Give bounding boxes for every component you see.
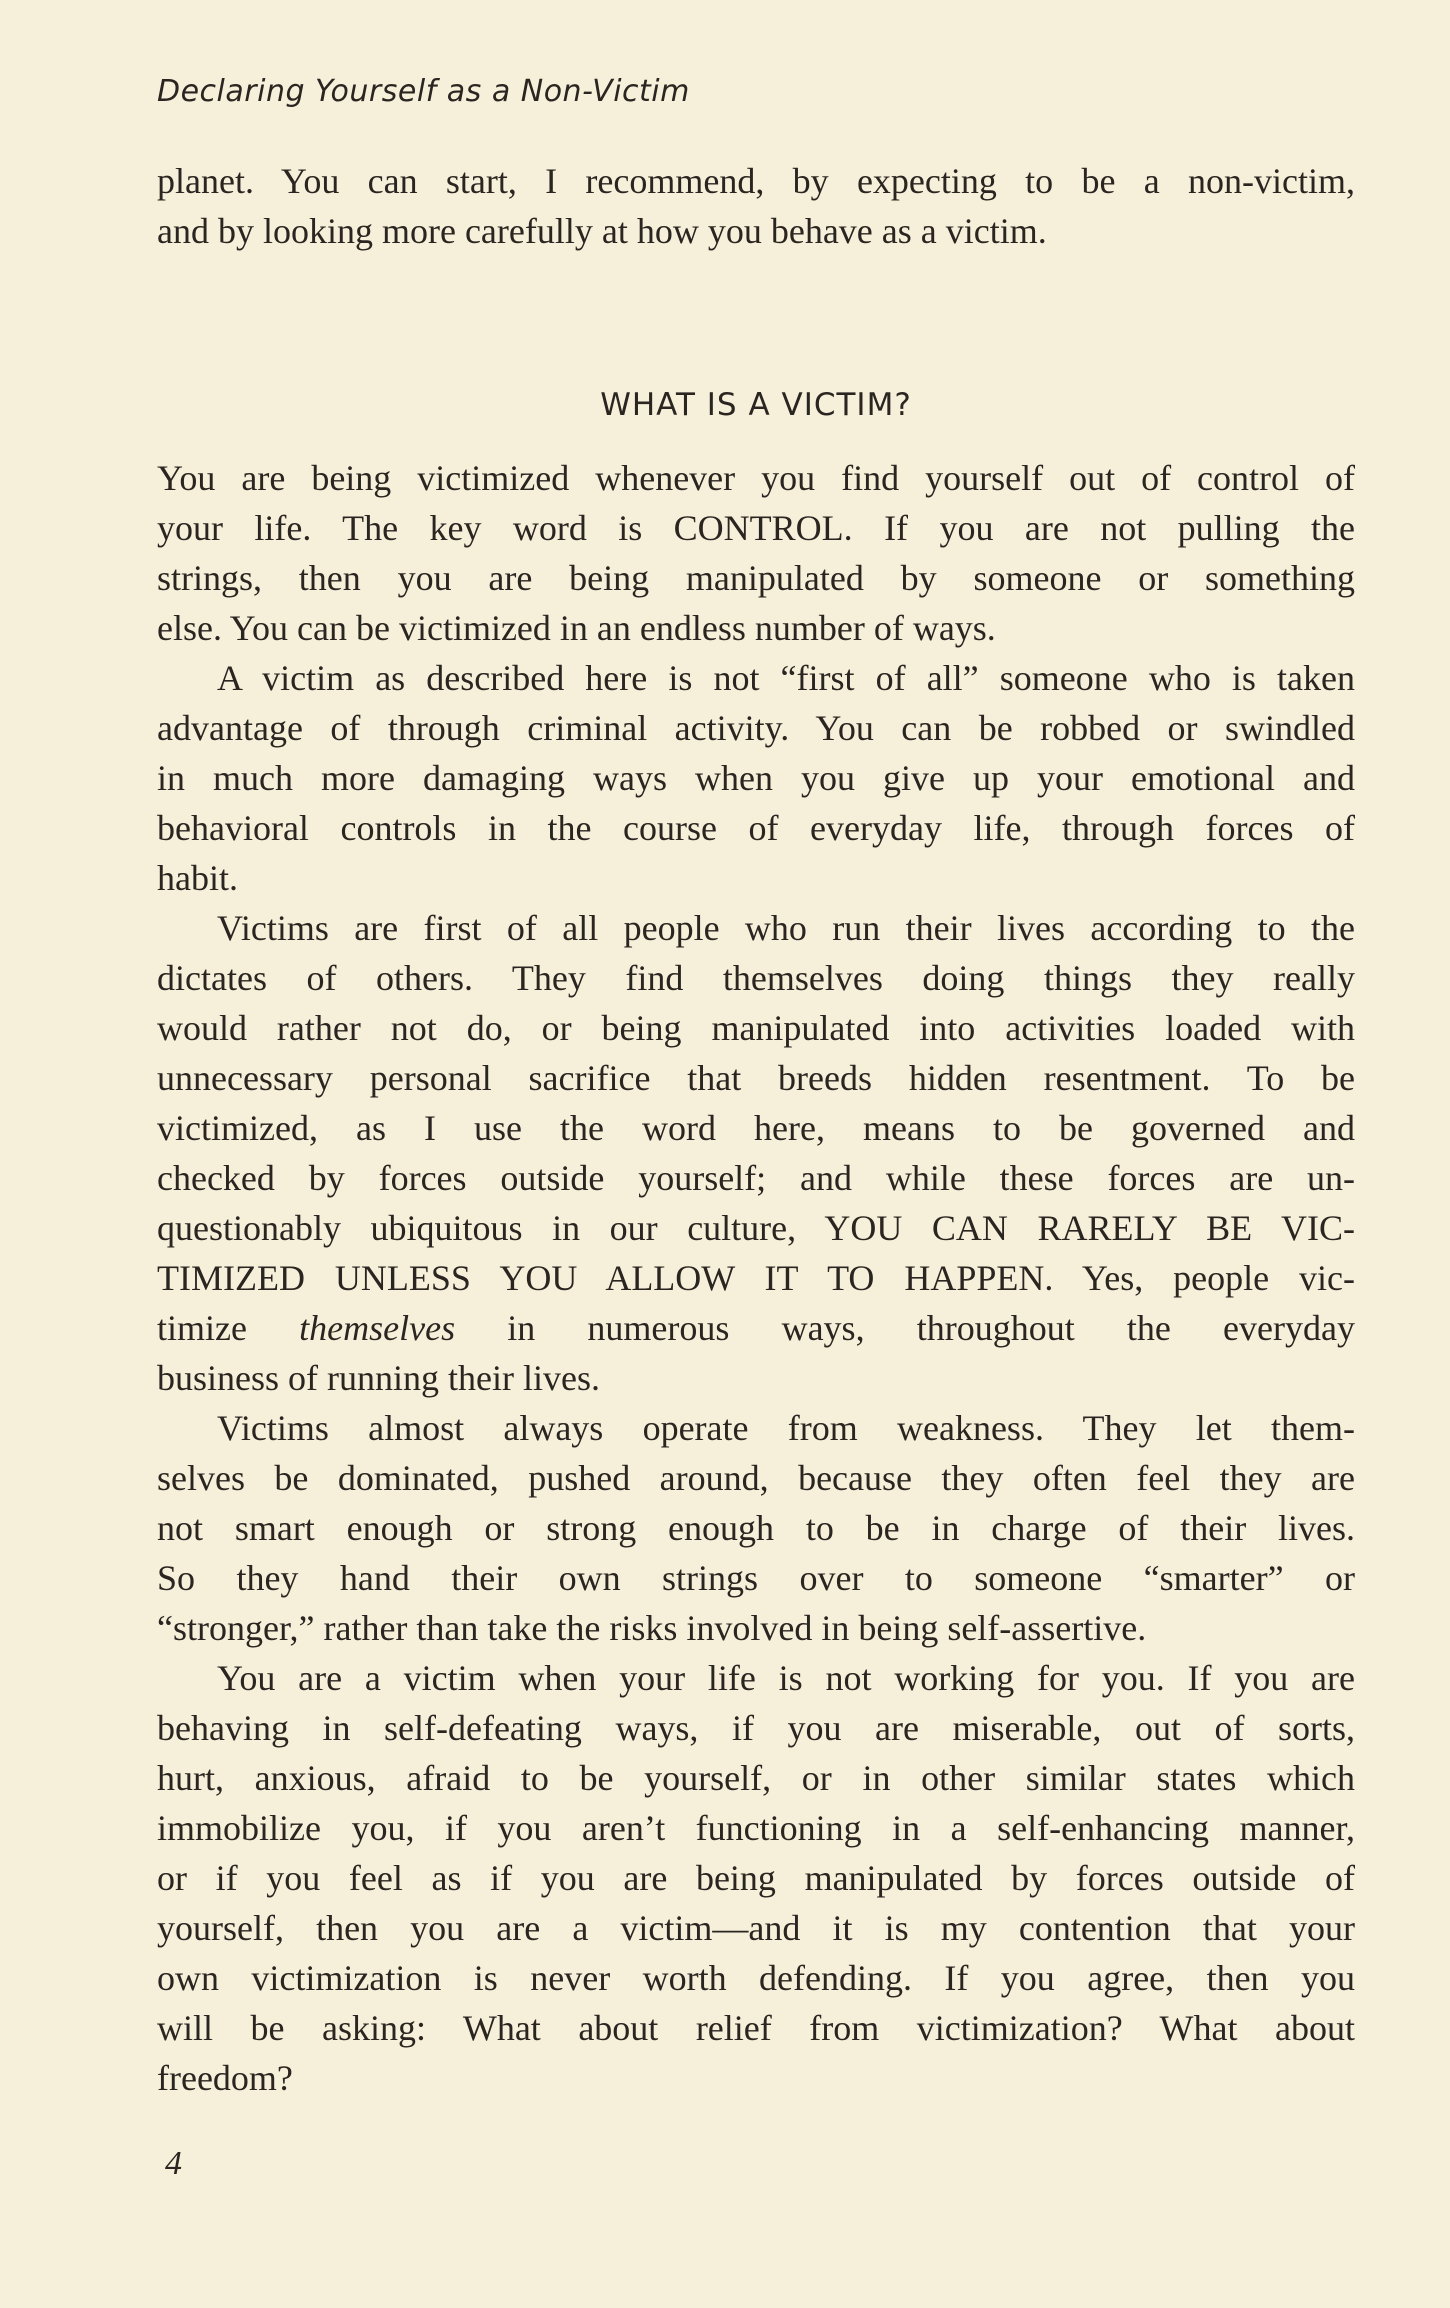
- text-line: “stronger,” rather than take the risks involved in being self-assertive.: [157, 1608, 1147, 1648]
- text-line: behaving in self-defeating ways, if you are miserable, out of sorts,: [157, 1708, 1355, 1748]
- text-line: own victimization is never worth defending. If you agree, then you: [157, 1958, 1355, 1998]
- text-line: business of running their lives.: [157, 1358, 600, 1398]
- text-line: You are being victimized whenever you find yourself out of control of: [157, 458, 1355, 498]
- text-line: immobilize you, if you aren’t functioning in a self-enhancing manner,: [157, 1808, 1355, 1848]
- text-line: questionably ubiquitous in our culture, YOU CAN RARELY BE VIC-: [157, 1208, 1355, 1248]
- body-text: [157, 453, 1355, 2103]
- paragraph: [157, 1403, 1355, 1653]
- text-line: hurt, anxious, afraid to be yourself, or in other similar states which: [157, 1758, 1355, 1798]
- text-line: planet. You can start, I recommend, by expecting to be a non-victim,: [157, 161, 1355, 201]
- page-number: 4: [165, 2145, 182, 2182]
- text-line: else. You can be victimized in an endless number of ways.: [157, 608, 996, 648]
- text-line: not smart enough or strong enough to be in charge of their lives.: [157, 1508, 1355, 1548]
- text-line: Victims almost always operate from weakness. They let them-: [217, 1408, 1355, 1448]
- paragraph: [157, 453, 1355, 653]
- text-line: Victims are first of all people who run their lives according to the: [217, 908, 1355, 948]
- text-line: will be asking: What about relief from victimization? What about: [157, 2008, 1355, 2048]
- paragraph: [157, 1653, 1355, 2103]
- paragraph: [157, 903, 1355, 1403]
- text-line: your life. The key word is CONTROL. If you are not pulling the: [157, 508, 1355, 548]
- intro-paragraph: [157, 156, 1355, 256]
- text-line: checked by forces outside yourself; and while these forces are un-: [157, 1158, 1355, 1198]
- section-heading: WHAT IS A VICTIM?: [600, 387, 912, 423]
- text-line: So they hand their own strings over to someone “smarter” or: [157, 1558, 1355, 1598]
- text-line: or if you feel as if you are being manipulated by forces outside of: [157, 1858, 1355, 1898]
- text-line: habit.: [157, 858, 238, 898]
- text-line: in much more damaging ways when you give up your emotional and: [157, 758, 1355, 798]
- text-line: strings, then you are being manipulated by someone or something: [157, 558, 1355, 598]
- text-line: victimized, as I use the word here, means to be governed and: [157, 1108, 1355, 1148]
- text-line: TIMIZED UNLESS YOU ALLOW IT TO HAPPEN. Yes, people vic-: [157, 1258, 1355, 1298]
- text-line: and by looking more carefully at how you behave as a victim.: [157, 211, 1047, 251]
- text-line: [157, 1303, 1355, 1353]
- text-line: unnecessary personal sacrifice that breeds hidden resentment. To be: [157, 1058, 1355, 1098]
- text-line: A victim as described here is not “first of all” someone who is taken: [217, 658, 1355, 698]
- paragraph: [157, 653, 1355, 903]
- running-head: Declaring Yourself as a Non-Victim: [157, 74, 690, 109]
- text-line: advantage of through criminal activity. You can be robbed or swindled: [157, 708, 1355, 748]
- text-line: would rather not do, or being manipulated into activities loaded with: [157, 1008, 1355, 1048]
- text-line: selves be dominated, pushed around, because they often feel they are: [157, 1458, 1355, 1498]
- text-line: yourself, then you are a victim—and it is my contention that your: [157, 1908, 1355, 1948]
- text-line: behavioral controls in the course of everyday life, through forces of: [157, 808, 1355, 848]
- text-line: You are a victim when your life is not working for you. If you are: [217, 1658, 1355, 1698]
- emphasis-text: themselves: [299, 1308, 456, 1348]
- text-segment: in numerous ways, throughout the everyday: [455, 1308, 1355, 1348]
- text-segment: timize: [157, 1308, 300, 1348]
- text-line: freedom?: [157, 2058, 293, 2098]
- text-line: dictates of others. They find themselves doing things they really: [157, 958, 1355, 998]
